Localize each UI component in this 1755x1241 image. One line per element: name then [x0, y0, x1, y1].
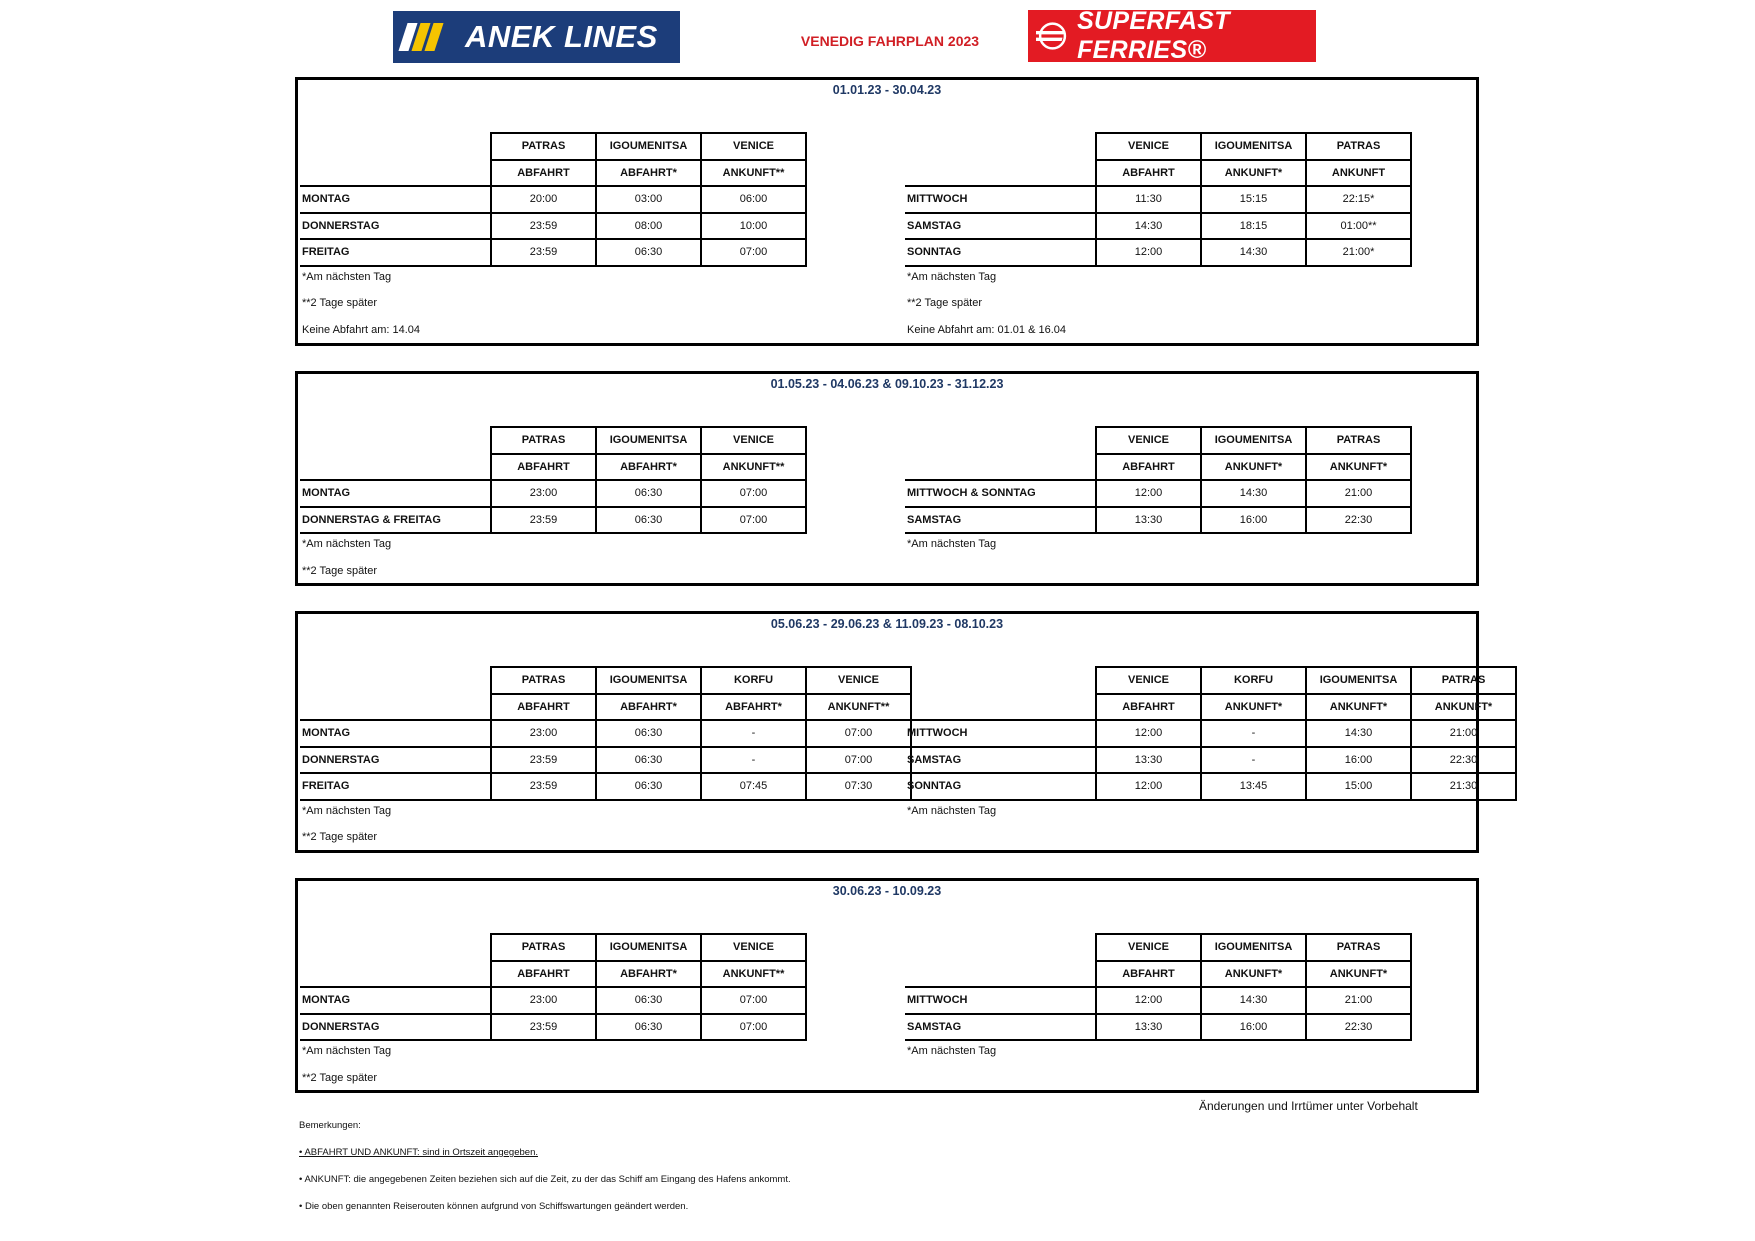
left-type-header: ABFAHRT* — [595, 693, 702, 722]
right-port-header: VENICE — [1095, 426, 1202, 455]
left-time-cell: 10:00 — [700, 212, 807, 241]
right-type-header: ANKUNFT* — [1305, 960, 1412, 989]
right-time-cell: 15:00 — [1305, 772, 1412, 801]
left-footnote: *Am nächsten Tag — [302, 804, 392, 817]
right-time-cell: 13:45 — [1200, 772, 1307, 801]
left-time-cell: 23:59 — [490, 506, 597, 535]
right-footnote: *Am nächsten Tag — [907, 538, 997, 550]
left-time-cell: 20:00 — [490, 185, 597, 214]
right-time-cell: 15:15 — [1200, 185, 1307, 214]
left-type-header: ANKUNFT** — [700, 960, 807, 989]
left-time-cell: 07:30 — [805, 772, 912, 801]
right-type-header: ABFAHRT — [1095, 159, 1202, 188]
left-day-label: DONNERSTAG & FREITAG — [300, 506, 492, 535]
left-time-cell: 07:45 — [700, 772, 807, 801]
right-type-header: ANKUNFT* — [1410, 693, 1517, 722]
left-type-header: ABFAHRT* — [595, 960, 702, 989]
left-port-header: IGOUMENITSA — [595, 933, 702, 962]
right-time-cell: 14:30 — [1200, 986, 1307, 1015]
right-time-cell: 01:00** — [1305, 212, 1412, 241]
right-time-cell: 21:00 — [1305, 986, 1412, 1015]
left-port-header: IGOUMENITSA — [595, 132, 702, 161]
changes-disclaimer: Änderungen und Irrtümer unter Vorbehalt — [1199, 1099, 1418, 1113]
left-port-header: IGOUMENITSA — [595, 666, 702, 695]
anek-stripes-icon — [403, 23, 449, 51]
anek-lines-wordmark: ANEK LINES — [465, 19, 658, 54]
left-day-label: MONTAG — [300, 185, 492, 214]
right-type-header: ANKUNFT* — [1200, 159, 1307, 188]
left-time-cell: 23:59 — [490, 772, 597, 801]
right-time-cell: 12:00 — [1095, 479, 1202, 508]
left-time-cell: 23:59 — [490, 212, 597, 241]
left-time-cell: 06:30 — [595, 506, 702, 535]
left-type-header: ABFAHRT* — [700, 693, 807, 722]
left-time-cell: 06:30 — [595, 772, 702, 801]
left-port-header: VENICE — [700, 933, 807, 962]
left-day-label: MONTAG — [300, 719, 492, 748]
left-time-cell: 07:00 — [805, 719, 912, 748]
left-day-label: MONTAG — [300, 479, 492, 508]
left-time-cell: 23:00 — [490, 986, 597, 1015]
left-time-cell: 23:00 — [490, 719, 597, 748]
right-port-header: VENICE — [1095, 132, 1202, 161]
left-time-cell: - — [700, 746, 807, 775]
left-type-header: ABFAHRT — [490, 960, 597, 989]
left-port-header: IGOUMENITSA — [595, 426, 702, 455]
right-type-header: ANKUNFT* — [1305, 693, 1412, 722]
right-footnote: **2 Tage später — [907, 297, 983, 309]
left-time-cell: 07:00 — [700, 238, 807, 267]
left-time-cell: 07:00 — [700, 1013, 807, 1042]
left-type-header: ABFAHRT — [490, 159, 597, 188]
left-type-header: ABFAHRT — [490, 693, 597, 722]
right-time-cell: 13:30 — [1095, 746, 1202, 775]
right-time-cell: 12:00 — [1095, 238, 1202, 267]
left-port-header: PATRAS — [490, 132, 597, 161]
schedule-section — [295, 77, 1479, 346]
right-time-cell: 11:30 — [1095, 185, 1202, 214]
page-title: VENEDIG FAHRPLAN 2023 — [800, 33, 980, 49]
right-type-header: ANKUNFT* — [1200, 453, 1307, 482]
left-time-cell: 03:00 — [595, 185, 702, 214]
right-type-header: ABFAHRT — [1095, 453, 1202, 482]
right-time-cell: 13:30 — [1095, 506, 1202, 535]
right-day-label: SAMSTAG — [905, 746, 1097, 775]
left-time-cell: 08:00 — [595, 212, 702, 241]
right-type-header: ABFAHRT — [1095, 693, 1202, 722]
left-day-label: MONTAG — [300, 986, 492, 1015]
schedule-section — [295, 611, 1493, 853]
left-footnote: **2 Tage später — [302, 831, 378, 843]
right-type-header: ANKUNFT* — [1200, 960, 1307, 989]
remark-local-time: • ABFAHRT UND ANKUNFT: sind in Ortszeit angegeben. — [299, 1147, 538, 1158]
left-type-header: ANKUNFT** — [700, 159, 807, 188]
right-time-cell: 16:00 — [1305, 746, 1412, 775]
left-day-label: DONNERSTAG — [300, 746, 492, 775]
left-time-cell: 07:00 — [700, 506, 807, 535]
right-port-header: PATRAS — [1410, 666, 1517, 695]
right-day-label: MITTWOCH & SONNTAG — [905, 479, 1097, 508]
left-type-header: ABFAHRT* — [595, 159, 702, 188]
left-footnote: **2 Tage später — [302, 1071, 378, 1084]
right-time-cell: 22:30 — [1410, 746, 1517, 775]
left-time-cell: 06:30 — [595, 1013, 702, 1042]
period-title: 01.05.23 - 04.06.23 & 09.10.23 - 31.12.23 — [770, 377, 1004, 391]
left-time-cell: 06:30 — [595, 746, 702, 775]
right-time-cell: 13:30 — [1095, 1013, 1202, 1042]
right-time-cell: 14:30 — [1095, 212, 1202, 241]
right-footnote: *Am nächsten Tag — [907, 804, 997, 817]
right-type-header: ANKUNFT — [1305, 159, 1412, 188]
period-title: 05.06.23 - 29.06.23 & 11.09.23 - 08.10.23 — [770, 617, 1004, 631]
right-day-label: MITTWOCH — [905, 719, 1097, 748]
left-time-cell: 06:00 — [700, 185, 807, 214]
left-footnote: Keine Abfahrt am: 14.04 — [302, 323, 421, 336]
left-port-header: PATRAS — [490, 666, 597, 695]
right-day-label: MITTWOCH — [905, 185, 1097, 214]
left-day-label: FREITAG — [300, 238, 492, 267]
anek-lines-logo — [393, 11, 680, 63]
right-footnote: Keine Abfahrt am: 01.01 & 16.04 — [907, 323, 1067, 336]
right-time-cell: 21:30 — [1410, 772, 1517, 801]
left-day-label: DONNERSTAG — [300, 212, 492, 241]
left-time-cell: 06:30 — [595, 479, 702, 508]
right-day-label: SONNTAG — [905, 772, 1097, 801]
right-time-cell: - — [1200, 719, 1307, 748]
left-time-cell: 23:59 — [490, 1013, 597, 1042]
right-day-label: SAMSTAG — [905, 212, 1097, 241]
right-day-label: SONNTAG — [905, 238, 1097, 267]
left-port-header: VENICE — [700, 132, 807, 161]
left-port-header: VENICE — [805, 666, 912, 695]
left-time-cell: 06:30 — [595, 719, 702, 748]
right-port-header: IGOUMENITSA — [1305, 666, 1412, 695]
right-time-cell: 12:00 — [1095, 772, 1202, 801]
left-port-header: PATRAS — [490, 426, 597, 455]
left-port-header: PATRAS — [490, 933, 597, 962]
right-time-cell: 18:15 — [1200, 212, 1307, 241]
left-day-label: FREITAG — [300, 772, 492, 801]
right-time-cell: 16:00 — [1200, 506, 1307, 535]
superfast-ferries-wordmark: SUPERFAST FERRIES® — [1077, 7, 1230, 64]
remark-route-changes: • Die oben genannten Reiserouten können aufgrund von Schiffswartungen geändert werden. — [299, 1201, 689, 1212]
left-type-header: ANKUNFT** — [805, 693, 912, 722]
left-footnote: *Am nächsten Tag — [302, 1045, 392, 1057]
left-time-cell: 23:59 — [490, 238, 597, 267]
remark-arrival-definition: • ANKUNFT: die angegebenen Zeiten beziehen sich auf die Zeit, zu der das Schiff am Eingang des Hafens ankommt. — [299, 1174, 791, 1185]
superfast-emblem-icon — [1036, 16, 1069, 56]
right-port-header: PATRAS — [1305, 933, 1412, 962]
right-time-cell: 14:30 — [1200, 479, 1307, 508]
left-time-cell: - — [700, 719, 807, 748]
right-time-cell: 22:15* — [1305, 185, 1412, 214]
right-port-header: PATRAS — [1305, 426, 1412, 455]
left-type-header: ABFAHRT* — [595, 453, 702, 482]
right-day-label: SAMSTAG — [905, 1013, 1097, 1042]
period-title: 30.06.23 - 10.09.23 — [832, 884, 942, 898]
left-time-cell: 07:00 — [700, 986, 807, 1015]
superfast-ferries-logo — [1028, 7, 1316, 64]
right-port-header: IGOUMENITSA — [1200, 132, 1307, 161]
period-title: 01.01.23 - 30.04.23 — [832, 83, 942, 97]
left-footnote: **2 Tage später — [302, 297, 378, 309]
left-type-header: ABFAHRT — [490, 453, 597, 482]
left-footnote: *Am nächsten Tag — [302, 270, 392, 283]
right-time-cell: 21:00 — [1305, 479, 1412, 508]
remarks-heading: Bemerkungen: — [299, 1120, 361, 1131]
right-time-cell: 21:00* — [1305, 238, 1412, 267]
right-time-cell: - — [1200, 746, 1307, 775]
left-time-cell: 06:30 — [595, 986, 702, 1015]
right-footnote: *Am nächsten Tag — [907, 270, 997, 283]
left-time-cell: 07:00 — [700, 479, 807, 508]
left-time-cell: 23:00 — [490, 479, 597, 508]
schedule-section — [295, 371, 1479, 586]
left-day-label: DONNERSTAG — [300, 1013, 492, 1042]
right-time-cell: 16:00 — [1200, 1013, 1307, 1042]
right-time-cell: 14:30 — [1200, 238, 1307, 267]
right-day-label: SAMSTAG — [905, 506, 1097, 535]
right-type-header: ANKUNFT* — [1305, 453, 1412, 482]
left-time-cell: 23:59 — [490, 746, 597, 775]
left-type-header: ANKUNFT** — [700, 453, 807, 482]
right-time-cell: 12:00 — [1095, 986, 1202, 1015]
left-footnote: **2 Tage später — [302, 564, 378, 577]
right-time-cell: 22:30 — [1305, 1013, 1412, 1042]
right-time-cell: 12:00 — [1095, 719, 1202, 748]
right-port-header: VENICE — [1095, 666, 1202, 695]
right-day-label: MITTWOCH — [905, 986, 1097, 1015]
right-footnote: *Am nächsten Tag — [907, 1045, 997, 1057]
left-port-header: VENICE — [700, 426, 807, 455]
left-footnote: *Am nächsten Tag — [302, 538, 392, 550]
right-time-cell: 21:00 — [1410, 719, 1517, 748]
left-port-header: KORFU — [700, 666, 807, 695]
right-port-header: KORFU — [1200, 666, 1307, 695]
right-port-header: VENICE — [1095, 933, 1202, 962]
right-port-header: IGOUMENITSA — [1200, 426, 1307, 455]
left-time-cell: 07:00 — [805, 746, 912, 775]
right-type-header: ABFAHRT — [1095, 960, 1202, 989]
right-port-header: IGOUMENITSA — [1200, 933, 1307, 962]
schedule-section — [295, 878, 1479, 1093]
right-type-header: ANKUNFT* — [1200, 693, 1307, 722]
right-time-cell: 14:30 — [1305, 719, 1412, 748]
right-time-cell: 22:30 — [1305, 506, 1412, 535]
right-port-header: PATRAS — [1305, 132, 1412, 161]
left-time-cell: 06:30 — [595, 238, 702, 267]
